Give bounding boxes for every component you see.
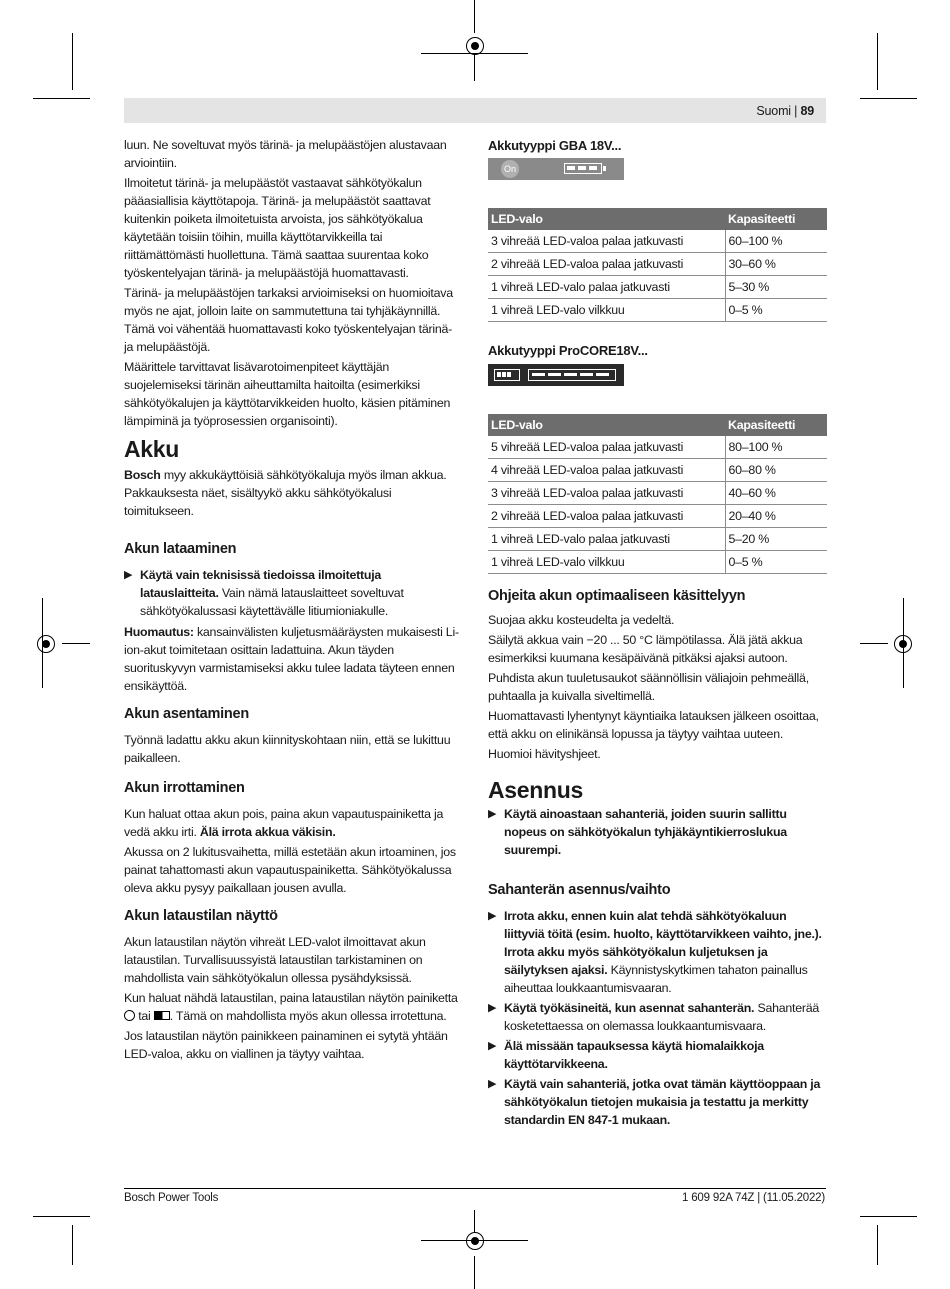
table-cell: 0–5 % [725, 299, 827, 322]
crop-mark [860, 1216, 917, 1217]
gba-title [488, 137, 621, 155]
subsection-title: Akun asentaminen [124, 706, 249, 722]
table-cell: 5–20 % [725, 528, 827, 551]
table-cell: 30–60 % [725, 253, 827, 276]
subsection-title: Akun lataaminen [124, 541, 237, 557]
bullet-item [488, 999, 824, 1035]
paragraph: Suojaa akku kosteudelta ja vedeltä. [488, 613, 675, 627]
paragraph-text: Kun haluat ottaa akun pois, paina akun vapautuspainiketta ja vedä akku irti. [124, 807, 444, 839]
table-row [488, 505, 827, 528]
table-cell: 80–100 % [725, 436, 827, 459]
on-button-icon [124, 1010, 135, 1021]
paragraph: Huomioi hävityshjeet. [488, 747, 601, 761]
table-cell: 0–5 % [725, 551, 827, 574]
bullet-item [488, 907, 824, 997]
bullet-item [488, 1037, 824, 1073]
header-bar [124, 98, 826, 123]
procore-capacity-table [488, 414, 827, 574]
table-cell: 1 vihreä LED-valo vilkkuu [488, 551, 725, 574]
sahantera-section [488, 881, 824, 1129]
table-header [488, 208, 827, 230]
registration-mark-icon [37, 635, 55, 653]
subsection-title: Akun irrottaminen [124, 780, 245, 796]
procore-battery-indicator [488, 364, 624, 386]
table-row [488, 459, 827, 482]
crop-mark [474, 1210, 475, 1232]
bullet-text: Käynnistyskytkimen tahaton painallus aiheuttaa loukkaantumisvaaran. [504, 963, 808, 995]
column-header: LED-valo [488, 208, 725, 230]
section-title: Asennus [488, 777, 584, 803]
paragraph-text: tai [135, 1009, 154, 1023]
battery-icon [154, 1011, 170, 1020]
crop-mark [72, 33, 73, 90]
paragraph: Puhdista akun tuuletusaukot säännöllisin väliajoin pehmeällä, puhtaalla ja kuivalla siveltimellä. [488, 671, 809, 703]
header-separator: | [794, 104, 798, 118]
bullet-bold: Käytä vain sahanteriä, jotka ovat tämän käyttöoppaan ja sähkötyökalun tietojen mukaisia ja testattu ja merkitty standardin EN 847-1 mukaan. [504, 1077, 821, 1127]
bullet-item [488, 1075, 824, 1129]
table-cell: 60–80 % [725, 459, 827, 482]
paragraph: luun. Ne soveltuvat myös tärinä- ja melupäästöjen alustavaan arviointiin. [124, 138, 447, 170]
table-header [488, 414, 827, 436]
procore-title [488, 342, 648, 360]
crop-mark [474, 0, 475, 33]
paragraph: Ilmoitetut tärinä- ja melupäästöt vastaavat sähkötyökalun pääasiallisia käyttötapoja. Tärinä- ja melupäästöt saattavat kuitenkin poiketa ilmoitetuista arvoista, jos sähkötyökalua käytetään toisiin töihin, muilla käyttötarvikkeilla tai riittämättömästi huollettuna. Tämä saattaa suurentaa koko työskentelyajan tärinä- ja melupäästöjä huomattavasti. [124, 176, 431, 280]
brand-name: Bosch [124, 468, 161, 482]
note-label: Huomautus: [124, 625, 194, 639]
subsection-title: Ohjeita akun optimaaliseen käsittelyyn [488, 588, 746, 604]
paragraph-text: Kun haluat nähdä lataustilan, paina lataustilan näytön painiketta [124, 991, 458, 1005]
table-cell: 40–60 % [725, 482, 827, 505]
led-gauge-icon [528, 369, 616, 381]
table-cell: 2 vihreää LED-valoa palaa jatkuvasti [488, 505, 725, 528]
bullet-triangle-icon: ▶ [488, 808, 497, 820]
table-row [488, 299, 827, 322]
footer-brand: Bosch Power Tools [124, 1192, 219, 1204]
bullet-bold: Käytä työkäsineitä, kun asennat sahanterän. [504, 1001, 755, 1015]
paragraph: Jos lataustilan näytön painikkeen painaminen ei sytytä yhtään LED-valoa, akku on viallinen ja täytyy vaihtaa. [124, 1029, 448, 1061]
table-cell: 4 vihreää LED-valoa palaa jatkuvasti [488, 459, 725, 482]
footer-doc-id: 1 609 92A 74Z | (11.05.2022) [682, 1192, 825, 1204]
left-column [124, 136, 464, 432]
bullet-text: Sahanterää kosketettaessa on olemassa loukkaantumisvaara. [504, 1001, 820, 1033]
bullet-triangle-icon: ▶ [488, 910, 497, 922]
page-number: 89 [800, 104, 814, 118]
crop-mark [72, 1225, 73, 1265]
gba-capacity-table [488, 208, 827, 322]
crop-mark [62, 643, 90, 644]
table-cell: 2 vihreää LED-valoa palaa jatkuvasti [488, 253, 725, 276]
naytto-section [124, 907, 462, 1065]
table-cell: 3 vihreää LED-valoa palaa jatkuvasti [488, 482, 725, 505]
table-cell: 5 vihreää LED-valoa palaa jatkuvasti [488, 436, 725, 459]
paragraph-text: myy akkukäyttöisiä sähkötyökaluja myös ilman akkua. Pakkauksesta näet, sisältyykö akku sähkötyökalusi toimitukseen. [124, 468, 447, 518]
table-row [488, 276, 827, 299]
ohjeita-section [488, 587, 826, 765]
paragraph: Säilytä akkua vain −20 ... 50 °C lämpötilassa. Älä jätä akkua esimerkiksi kuumana kesäpäivänä pitkäksi ajaksi autoon. [488, 633, 803, 665]
battery-gauge-icon [564, 163, 602, 174]
paragraph: Tärinä- ja melupäästöjen tarkaksi arvioimiseksi on huomioitava myös ne ajat, jolloin laite on sammutettuna tai tyhjäkäynnillä. Tämä voi vähentää huomattavasti koko työskentelyajan tärinä- ja melupäästöjä. [124, 286, 453, 354]
gba-battery-indicator [488, 158, 624, 180]
table-row [488, 551, 827, 574]
section-title: Akku [124, 436, 180, 462]
subsection-title: Akun lataustilan näyttö [124, 908, 278, 924]
crop-mark [474, 53, 475, 81]
akku-section [124, 436, 464, 522]
table-cell: 1 vihreä LED-valo palaa jatkuvasti [488, 276, 725, 299]
bullet-item [488, 805, 824, 859]
bullet-bold: Irrota akku, ennen kuin alat tehdä sähkötyökaluun liittyviä töitä (esim. huolto, käyttötarvikkeen vaihto, jne.). Irrota akku myös sähkötyökalun kuljetuksen ja säilytyksen ajaksi. [504, 909, 822, 977]
registration-mark-icon [466, 1232, 484, 1250]
crop-mark [474, 1256, 475, 1289]
paragraph-bold: Älä irrota akkua väkisin. [199, 825, 336, 839]
lataaminen-section [124, 540, 462, 697]
paragraph [124, 466, 464, 520]
crop-mark [877, 33, 878, 90]
paragraph [124, 989, 462, 1025]
table-cell: 3 vihreää LED-valoa palaa jatkuvasti [488, 230, 725, 253]
bullet-triangle-icon: ▶ [488, 1040, 497, 1052]
bullet-bold: Käytä vain teknisissä tiedoissa ilmoitettuja latauslaitteita. [140, 568, 382, 600]
crop-mark [860, 643, 888, 644]
table-cell: 1 vihreä LED-valo vilkkuu [488, 299, 725, 322]
battery-button-icon [494, 369, 520, 381]
registration-mark-icon [466, 37, 484, 55]
bullet-triangle-icon: ▶ [488, 1002, 497, 1014]
subsection-title: Sahanterän asennus/vaihto [488, 882, 671, 898]
paragraph: Määrittele tarvittavat lisävarotoimenpiteet käyttäjän suojelemiseksi tärinän aiheuttamilta haitoilta (esimerkiksi sähkötyökalujen ja käyttötarvikkeiden huolto, käsien pitäminen lämpiminä ja työprosessien organisointi). [124, 360, 451, 428]
table-row [488, 528, 827, 551]
paragraph [124, 623, 462, 695]
table-row [488, 482, 827, 505]
paragraph: Työnnä ladattu akku akun kiinnityskohtaan niin, että se lukittuu paikalleen. [124, 733, 451, 765]
crop-mark [877, 1225, 878, 1265]
on-button-icon: On [501, 160, 519, 178]
bullet-text: Vain nämä latauslaitteet soveltuvat sähkötyökalussasi käytettävälle litiumioniakulle. [140, 586, 404, 618]
crop-mark [860, 98, 917, 99]
paragraph-text: kansainvälisten kuljetusmääräysten mukaisesti Li-ion-akut toimitetaan osittain ladattuina. Akun täyden suorituskyvyn varmistamiseksi akku tulee ladata täyteen ennen ensikäyttöä. [124, 625, 459, 693]
table-row [488, 230, 827, 253]
bullet-item [124, 566, 462, 620]
bullet-triangle-icon: ▶ [124, 569, 133, 581]
table-row [488, 436, 827, 459]
paragraph: Akussa on 2 lukitusvaihetta, millä estetään akun irtoaminen, jos painat tahattomasti akun vapautuspainiketta. Sähkötyökalussa oleva akku pysyy paikallaan jousen avulla. [124, 845, 456, 895]
crop-mark [33, 98, 90, 99]
table-cell: 1 vihreä LED-valo palaa jatkuvasti [488, 528, 725, 551]
footer-rule [124, 1188, 826, 1189]
page-header [756, 104, 814, 118]
crop-mark [33, 1216, 90, 1217]
paragraph: Huomattavasti lyhentynyt käyntiaika latauksen jälkeen osoittaa, että akku on elinikänsä lopussa ja täytyy vaihtaa uuteen. [488, 709, 819, 741]
asennus-section [488, 777, 824, 859]
asentaminen-section [124, 705, 462, 769]
irrottaminen-section [124, 779, 464, 899]
column-header: LED-valo [488, 414, 725, 436]
bullet-bold: Älä missään tapauksessa käytä hiomalaikkoja käyttötarvikkeena. [504, 1039, 764, 1071]
paragraph-text: . Tämä on mahdollista myös akun ollessa irrotettuna. [169, 1009, 447, 1023]
bullet-bold: Käytä ainoastaan sahanteriä, joiden suurin sallittu nopeus on sähkötyökalun tyhjäkäyntikierroslukua suurempi. [504, 807, 787, 857]
registration-mark-icon [894, 635, 912, 653]
table-cell: 20–40 % [725, 505, 827, 528]
paragraph [124, 805, 464, 841]
battery-type-title: Akkutyyppi GBA 18V... [488, 138, 622, 153]
column-header: Kapasiteetti [725, 208, 827, 230]
table-cell: 5–30 % [725, 276, 827, 299]
header-language: Suomi [756, 104, 791, 118]
table-cell: 60–100 % [725, 230, 827, 253]
paragraph: Akun lataustilan näytön vihreät LED-valot ilmoittavat akun lataustilan. Turvallisuussyistä lataustilan tarkistaminen on mahdollista vain sähkötyökalun ollessa pysähdyksissä. [124, 935, 426, 985]
bullet-triangle-icon: ▶ [488, 1078, 497, 1090]
column-header: Kapasiteetti [725, 414, 827, 436]
battery-type-title: Akkutyyppi ProCORE18V... [488, 343, 648, 358]
table-row [488, 253, 827, 276]
